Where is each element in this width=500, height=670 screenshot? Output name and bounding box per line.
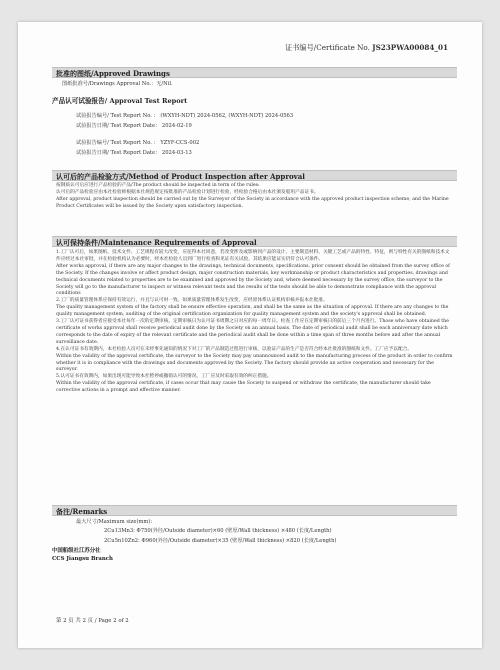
maintenance-heading: 认可保持条件/Maintenance Requirements of Approval — [52, 236, 457, 247]
approved-drawings-heading: 批准的图纸/Approved Drawings — [52, 67, 457, 78]
maintenance-line: 4.在认可证书有效期内，本社检验人员可在未经事先通知的情况下对工厂的产品制造过程进行审核，以验证产品的生产是否符合经本社批准的图纸和文件。工厂应予以配合。 — [56, 346, 413, 352]
maintenance-line: Within the validity of the approval certificate, the surveyor to the Society may pay unannounced audit to the manufacturing process of the product in order to confirm whether it is in compliance with the drawings and documents approved by the Society. The factory should provide an active cooperation and necessary for the surveyor. — [56, 353, 453, 373]
maintenance-line: The quality management system of the factory shall be ensure effective operation, and shall be the same as the situation of approval. If there are any changes to the quality management system, auditing of the original certification organization for quality management system and the society's approval shall be obtained. — [56, 305, 449, 318]
maintenance-line: After works approval, if there are any major changes to the drawings, technical documents, specifications, prior consent should be obtained from the survey office of the Society. If the changes involve or affect product design, major construction materials, key workmanship or product characteristics and properties, drawings and technical documents related to properties are to be examined and approved by the Society and, where deemed necessary by the survey office, the surveyor to the Society will go to the manufacturer to inspect or witness relevant tests and the results of the tests should be able to demonstrate compliance with the approval conditions — [56, 263, 450, 297]
maintenance-line: 2.工厂的质量管理体系应保持有效运行，并且与认可时一致。如果质量管理体系发生改变，应经原体系认证机构审核并报本社批准。 — [56, 298, 328, 304]
inspection-line: After approval, product inspection should be carried out by the Surveyor of the Society in accordance with the approved product inspection scheme, and the Marine Product Certificates will be issued by the Society upon satisfactory inspection. — [56, 196, 449, 209]
page-number: 第 2 页 共 2 页 / Page 2 of 2 — [56, 618, 129, 624]
test-report-heading: 产品认可试验报告/ Approval Test Report — [52, 97, 188, 105]
size-spec-1: 2Cu13Mn3: Φ750(外径/Outside diameter)×60 (壁厚/Wall thickness) ×480 (长度/Length) — [104, 528, 332, 534]
inspection-text — [56, 183, 454, 211]
test-report-date-2: 试验报告日期/ Test Report Date： 2024-03-13 — [76, 150, 192, 156]
max-size-label: 最大尺寸/Maximum size(mm): — [76, 519, 153, 525]
branch-name-en: CCS Jiangsu Branch — [52, 556, 113, 562]
inspection-line: 按钢质认可后应进行产品检验的产品/The product should be inspected in term of the rules: — [56, 183, 260, 188]
test-report-no-1: 试验报告编号/ Test Report No. ： (WXYH-NDT) 2024-0562, (WXYH-NDT) 2024-0563 — [76, 113, 294, 119]
inspection-line: 认可后的产品检验应由本社检验师根据本社规范规定按批准的产品检验计划进行检验，经检验合格后由本社颁发船用产品证书。 — [56, 189, 319, 195]
size-spec-2: 2Cu5n10Zn2: Φ960(外径/Outside diameter)×35 (壁厚/Wall thickness) ×820 (长度/Length) — [104, 538, 337, 544]
document-page — [18, 22, 482, 648]
maintenance-line: Within the validity of the approval certificate, if cases occur that may cause the Society to suspend or withdraw the certificate, the manufacturer should take corrective actions in a prompt and effective manner. — [56, 381, 431, 394]
maintenance-line: 1.工厂认可后，如果图纸、技术文件、工艺规程有较大改变，应征得本社同意，若改变涉及或影响到产品的设计、主要制造材料、关键工艺或产品的特性、特征，则与特性有关的图纸和技术文件应经过本社审批，并在检验机构认为必要时，经本社检验人员到厂进行检查和见证有关试验，其结果应能证实仍符合认可条件。 — [56, 250, 450, 262]
certificate-label: 证书编号/Certificate No. — [285, 43, 370, 52]
drawings-approval-line: 图纸批准号/Drawings Approval No.：无/Nil. — [62, 81, 173, 87]
inspection-heading: 认可后的产品检验方式/Method of Product Inspection after Approval — [52, 170, 457, 181]
maintenance-text — [56, 250, 454, 395]
maintenance-line: 5.认可证书有效期内，如果出现可能导致本社暂停或撤销认可的情况，工厂应及时采取有效的纠正措施。 — [56, 374, 272, 380]
test-report-no-2: 试验报告编号/ Test Report No. ： YZYF-CCS-002 — [76, 140, 200, 146]
certificate-number — [285, 43, 448, 53]
certificate-value: JS23PWA00084_01 — [372, 43, 448, 52]
test-report-date-1: 试验报告日期/ Test Report Date： 2024-02-19 — [76, 123, 192, 129]
branch-name-cn: 中国船级社江苏分社 — [52, 548, 101, 554]
remarks-heading: 备注/Remarks — [52, 505, 457, 516]
maintenance-line: 3.工厂认可证书获得者应接受本社每年一次的定期审核。定期审核日为认可证书周期之日对应的每一周年日。检查工作应在定期审核日的前后三个月内进行。Those who have obtained the certificate of works approval shall receive periodical audit done by the Society on an annual basis. The date of periodical audit shall be each anniversary date which corresponds to the date of expiry of the relevant certificate and the periodical audit shall be done within a time span of three months before and after the annual surveillance date. — [56, 319, 449, 345]
